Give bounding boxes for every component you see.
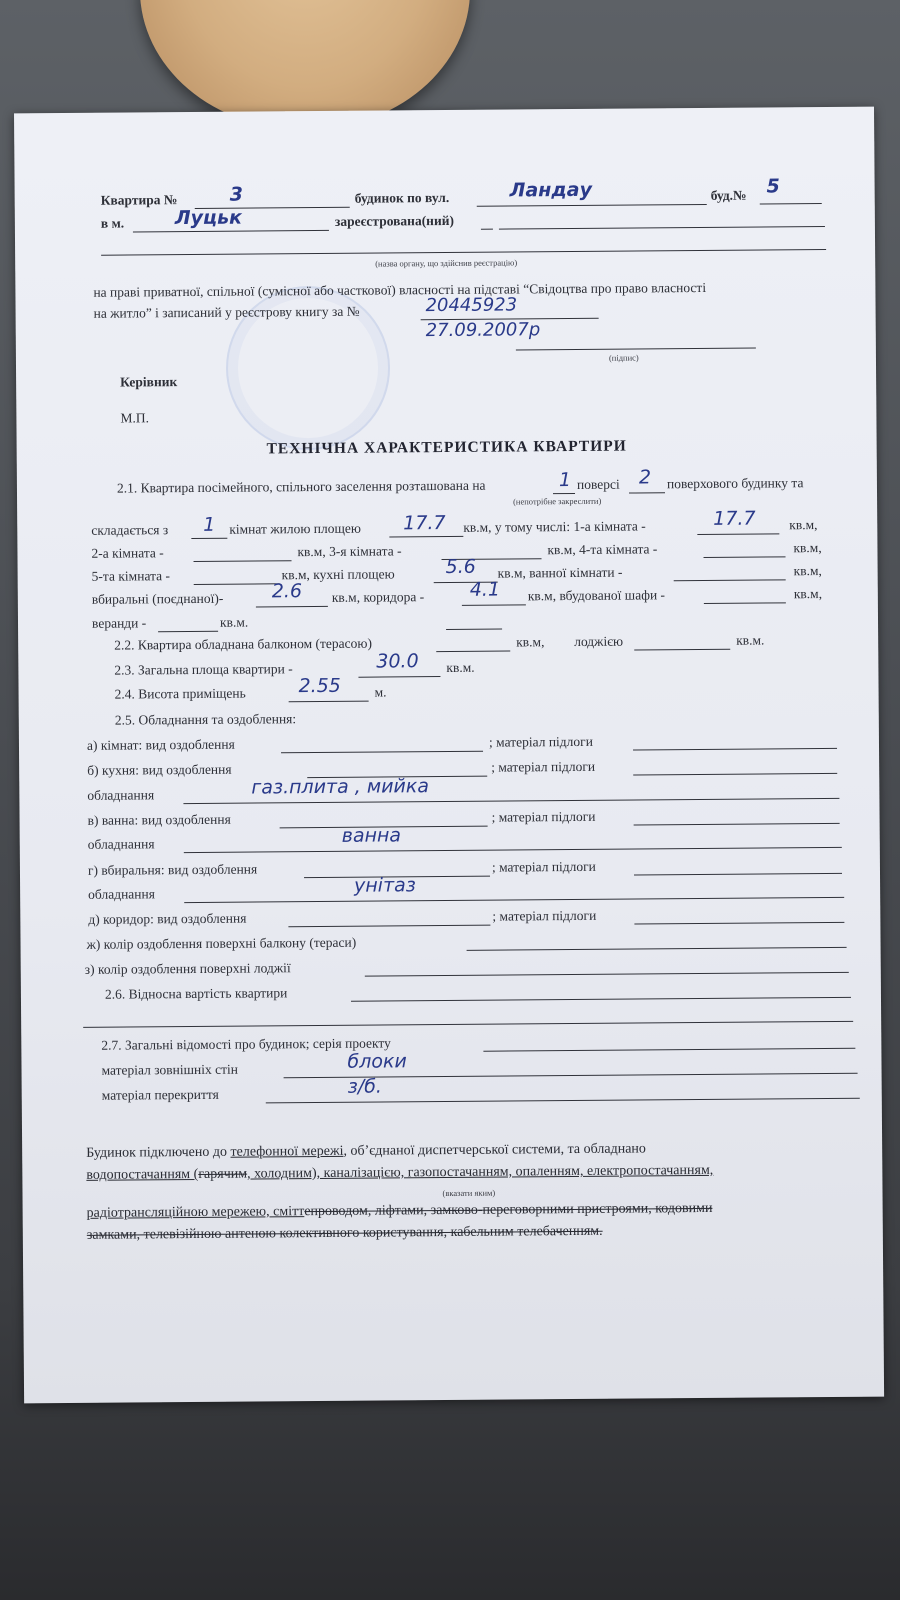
row-v-bath: в) ванна: вид оздоблення ; матеріал підлоги xyxy=(20,807,880,814)
bath-equipment: ванна xyxy=(341,824,402,847)
organ-line xyxy=(101,249,826,256)
kitchen-equipment: газ.плита , мийка xyxy=(251,775,430,799)
ceiling-height: 2.55 xyxy=(298,674,341,698)
footer-hint: (вказати яким) xyxy=(442,1187,496,1199)
city-label: в м. xyxy=(100,215,125,231)
floors-total: 2 xyxy=(638,466,652,489)
section-2-6: 2.6. Відносна вартість квартири xyxy=(21,981,881,988)
ownership-line-1: на праві приватної, спільної (сумісної або часткової) власності на підставі “Свідоцтва про право власності xyxy=(93,279,707,300)
section-2-6-extra-line xyxy=(83,1021,853,1028)
signature-line xyxy=(516,348,756,351)
row-b-kitchen: б) кухня: вид оздоблення ; матеріал підлоги xyxy=(19,757,879,764)
ceiling-material: з/б. xyxy=(347,1075,383,1098)
registry-number: 20445923 xyxy=(425,294,518,317)
total-area: 30.0 xyxy=(376,650,419,673)
mp-label: М.П. xyxy=(120,410,149,426)
city-name: Луцьк xyxy=(174,206,243,230)
head-label: Керівник xyxy=(120,374,178,390)
section-2-1-line-3: 2-а кімната - кв.м, 3-я кімната - кв.м, 4-та кімната - кв.м, xyxy=(91,540,822,561)
section-2-1-line-1: 2.1. Квартира посімейного, спільного заселення розташована на 1 поверсі 2 поверхового будинку та xyxy=(116,466,804,496)
living-area: 17.7 xyxy=(403,512,446,535)
rooms-count: 1 xyxy=(203,513,216,536)
section-2-1-line-2: складається з 1 кімнат жилою площею 17.7 кв.м, у тому числі: 1-а кімната - 17.7 кв.м, xyxy=(91,507,818,538)
wc-equipment: унітаз xyxy=(354,874,416,897)
organ-hint: (назва органу, що здійснив реєстрацію) xyxy=(375,257,518,269)
floor-number: 1 xyxy=(558,469,572,492)
document-title: ТЕХНІЧНА ХАРАКТЕРИСТИКА КВАРТИРИ xyxy=(266,437,627,458)
ownership-line-2: на житло” і записаний у реєстрову книгу за № 20445923 xyxy=(16,300,876,307)
section-2-1-line-6: веранди - кв.м. xyxy=(18,610,878,617)
row-g-wc: г) вбиральня: вид оздоблення ; матеріал підлоги xyxy=(20,857,880,864)
registry-date: 27.09.2007р xyxy=(425,319,541,342)
wc-area: 2.6 xyxy=(271,580,303,603)
section-2-1-line-5: вбиральні (поєднаної)- 2.6 кв.м, коридора - 4.1 кв.м, вбудованої шафи - кв.м, xyxy=(91,578,823,607)
building-label: буд.№ xyxy=(710,187,747,203)
row-v-equipment: обладнання ванна xyxy=(20,831,880,838)
section-2-2: 2.2. Квартира обладнана балконом (терасою) кв.м, лоджією кв.м. xyxy=(114,632,765,653)
row-b-equipment: обладнання газ.плита , мийка xyxy=(19,782,879,789)
header-line-2 xyxy=(15,206,875,231)
signature-hint: (підпис) xyxy=(608,352,639,363)
section-2-3: 2.3. Загальна площа квартири - 30.0 кв.м. xyxy=(114,650,475,678)
kitchen-area: 5.6 xyxy=(445,555,476,579)
registered-label: зареєстрована(ний) xyxy=(334,212,455,229)
row-walls: матеріал зовнішніх стін блоки xyxy=(21,1057,881,1064)
section-2-4: 2.4. Висота приміщень 2.55 м. xyxy=(114,674,387,702)
footer-paragraph: Будинок підключено до телефонної мережі, об’єднаної диспетчерської системи, та обладнано водопостачанням (гарячим, холодним), каналізацією, газопостачанням, опаленням, електропостачанням, xyxy=(86,1141,714,1183)
footer-paragraph-2: радіотрансляційною мережею, сміттепроводом, ліфтами, замково-переговорними пристроями, кодовими замками, телевізійною антеною колективного користування, кабельним телебаченням. xyxy=(86,1200,713,1243)
section-2-5-title: 2.5. Обладнання та оздоблення: xyxy=(114,711,297,728)
row-z-loggia: з) колір оздоблення поверхні лоджії xyxy=(21,956,881,963)
header-line-1 xyxy=(15,175,875,208)
section-2-1-line-4: 5-та кімната - кв.м, кухні площею 5.6 кв.м, ванної кімнати - кв.м, xyxy=(91,555,822,584)
corridor-area: 4.1 xyxy=(469,578,501,601)
section-2-7: 2.7. Загальні відомості про будинок; серія проекту xyxy=(21,1032,881,1039)
walls-material: блоки xyxy=(347,1050,407,1073)
room-1-area: 17.7 xyxy=(713,507,756,530)
building-number: 5 xyxy=(766,175,780,198)
row-a-rooms: а) кімнат: вид оздоблення ; матеріал підлоги xyxy=(19,732,879,739)
apartment-number: 3 xyxy=(229,183,243,206)
strike-hint: (непотрібне закреслити) xyxy=(513,495,602,507)
head-label-row xyxy=(16,369,876,390)
row-d-corridor: д) коридор: вид оздоблення ; матеріал підлоги xyxy=(20,906,880,913)
document-page xyxy=(14,107,884,1404)
mp-label-row xyxy=(16,405,876,426)
row-ceiling: матеріал перекриття з/б. xyxy=(22,1082,882,1089)
apartment-label: Квартира № xyxy=(100,192,178,208)
row-g-equipment: обладнання унітаз xyxy=(20,881,880,888)
street-name: Ландау xyxy=(509,178,592,202)
row-zh-balcony: ж) колір оздоблення поверхні балкону (тераси) xyxy=(20,931,880,938)
house-label: будинок по вул. xyxy=(354,189,450,206)
